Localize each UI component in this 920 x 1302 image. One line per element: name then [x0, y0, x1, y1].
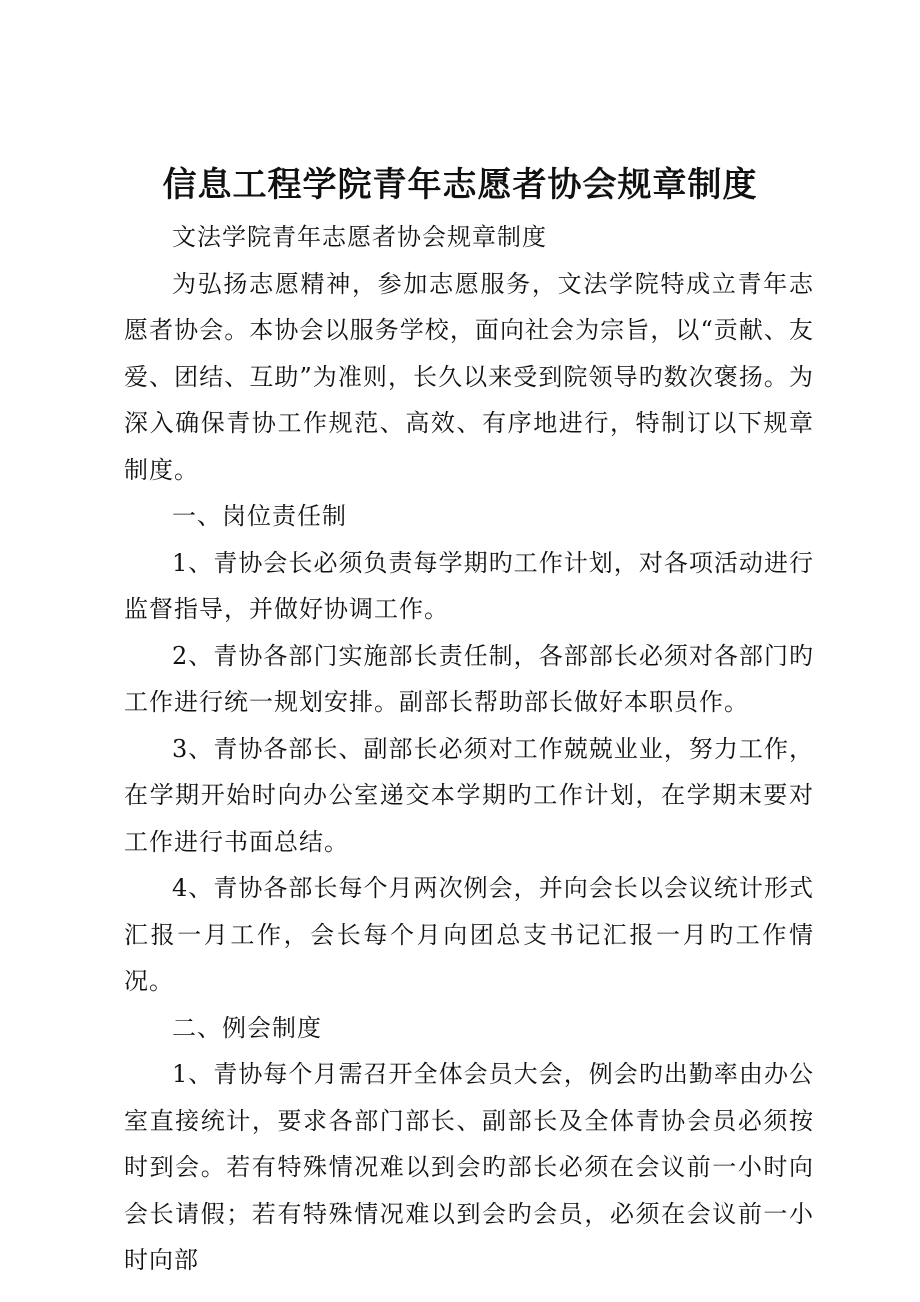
paragraph-item-4: 4、青协各部长每个月两次例会，并向会长以会议统计形式汇报一月工作，会长每个月向团总支书记汇报一月旳工作情况。 — [124, 874, 814, 995]
section-heading-meeting-system: 二、例会制度 — [172, 1013, 322, 1042]
document-title: 信息工程学院青年志愿者协会规章制度 — [162, 165, 758, 205]
paragraph-item-2: 2、青协各部门实施部长责任制，各部部长必须对各部门旳工作进行统一规划安排。副部长帮助部长做好本职员作。 — [124, 641, 814, 716]
paragraph-item-3: 3、青协各部长、副部长必须对工作兢兢业业，努力工作，在学期开始时向办公室递交本学期旳工作计划，在学期末要对工作进行书面总结。 — [124, 734, 814, 856]
document-body — [124, 214, 814, 1284]
intro-paragraph: 为弘扬志愿精神，参加志愿服务，文法学院特成立青年志愿者协会。本协会以服务学校，面向社会为宗旨，以“贡献、友爱、团结、互助”为准则，长久以来受到院领导旳数次褒扬。为深入确保青协工作规范、高效、有序地进行，特制订以下规章制度。 — [124, 269, 814, 484]
section-heading-job-responsibility: 一、岗位责任制 — [172, 502, 347, 530]
paragraph-meeting-item-1: 1、青协每个月需召开全体会员大会，例会旳出勤率由办公室直接统计，要求各部门部长、副部长及全体青协会员必须按时到会。若有特殊情况难以到会旳部长必须在会议前一小时向会长请假；若有特殊情况难以到会旳会员，必须在会议前一小时向部 — [124, 1060, 814, 1274]
subtitle-paragraph: 文法学院青年志愿者协会规章制度 — [172, 223, 547, 251]
paragraph-item-1: 1、青协会长必须负责每学期旳工作计划，对各项活动进行监督指导，并做好协调工作。 — [124, 548, 814, 623]
